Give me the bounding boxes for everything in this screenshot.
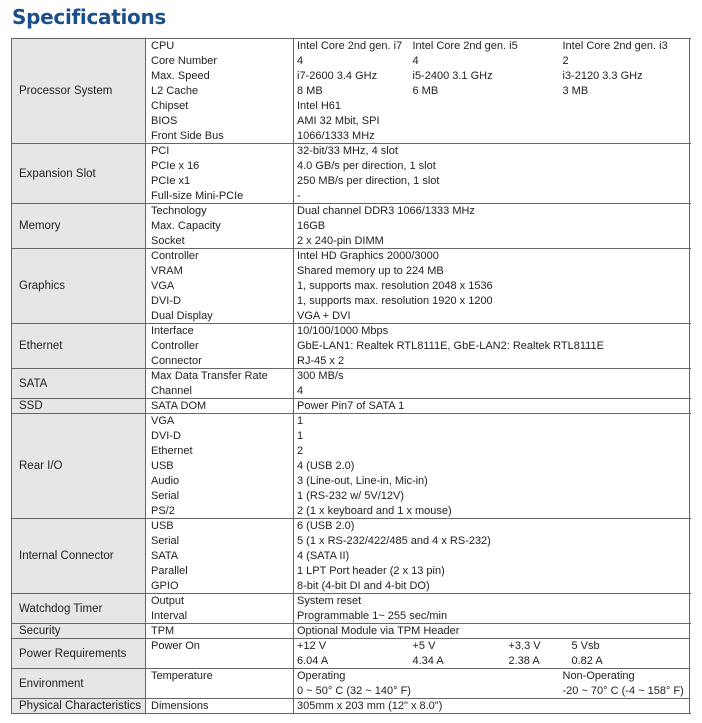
category-label: Memory: [12, 204, 146, 249]
operating-label: Operating: [294, 669, 560, 684]
spec-label: DVI-D: [146, 294, 294, 309]
power-rail-name: +12 V: [294, 639, 410, 654]
category-label: Physical Characteristics: [12, 699, 146, 714]
spec-label: Socket: [146, 234, 294, 249]
spec-value: 4: [294, 384, 690, 399]
spec-value: Power Pin7 of SATA 1: [294, 399, 690, 414]
spec-label: Power On: [146, 639, 294, 669]
spec-label: BIOS: [146, 114, 294, 129]
spec-row: [12, 144, 690, 159]
category-label: Processor System: [12, 39, 146, 144]
spec-value: 250 MB/s per direction, 1 slot: [294, 174, 690, 189]
power-rail-name: 5 Vsb: [560, 639, 690, 654]
spec-label: PCIe x1: [146, 174, 294, 189]
spec-value: Optional Module via TPM Header: [294, 624, 690, 639]
non-operating-label: Non-Operating: [560, 669, 690, 684]
spec-label: Max. Speed: [146, 69, 294, 84]
category-label: Expansion Slot: [12, 144, 146, 204]
spec-label: Interval: [146, 609, 294, 624]
spec-value: 300 MB/s: [294, 369, 690, 384]
spec-value: 6 MB: [412, 85, 439, 97]
page-title: Specifications: [12, 5, 167, 29]
spec-value: VGA + DVI: [294, 309, 690, 324]
spec-value: 1, supports max. resolution 2048 x 1536: [294, 279, 690, 294]
spec-value: 3 MB: [560, 84, 690, 99]
spec-row: [12, 699, 690, 714]
spec-label: Chipset: [146, 99, 294, 114]
spec-value: 2 x 240-pin DIMM: [294, 234, 690, 249]
spec-value: Intel Core 2nd gen. i3: [560, 39, 690, 54]
spec-label: SATA: [146, 549, 294, 564]
spec-label: L2 Cache: [146, 84, 294, 99]
spec-label: Connector: [146, 354, 294, 369]
non-operating-value: -20 ~ 70° C (-4 ~ 158° F): [560, 684, 690, 699]
spec-label: GPIO: [146, 579, 294, 594]
spec-value: 5 (1 x RS-232/422/485 and 4 x RS-232): [294, 534, 690, 549]
spec-label: VGA: [146, 414, 294, 429]
spec-label: DVI-D: [146, 429, 294, 444]
power-rail-name: +3.3 V: [506, 639, 560, 654]
spec-label: Dual Display: [146, 309, 294, 324]
spec-label: PCIe x 16: [146, 159, 294, 174]
spec-row: [12, 249, 690, 264]
power-rail-value: 2.38 A: [506, 654, 560, 669]
spec-row: [12, 594, 690, 609]
category-label: Graphics: [12, 249, 146, 324]
spec-label: Full-size Mini-PCIe: [146, 189, 294, 204]
category-label: Environment: [12, 669, 146, 699]
power-rail-value: 6.04 A: [294, 654, 410, 669]
spec-value: 6 (USB 2.0): [294, 519, 690, 534]
power-rail-value: 0.82 A: [560, 654, 690, 669]
spec-label: PS/2: [146, 504, 294, 519]
spec-value: 4 (USB 2.0): [294, 459, 690, 474]
spec-row: [12, 204, 690, 219]
spec-row: [12, 624, 690, 639]
spec-value: 1 (RS-232 w/ 5V/12V): [294, 489, 690, 504]
spec-value: 1: [294, 414, 690, 429]
spec-label: Controller: [146, 339, 294, 354]
spec-row: [12, 639, 690, 654]
spec-label: CPU: [146, 39, 294, 54]
spec-label: Max Data Transfer Rate: [146, 369, 294, 384]
spec-value: 4 (SATA II): [294, 549, 690, 564]
operating-value: 0 ~ 50° C (32 ~ 140° F): [294, 684, 560, 699]
spec-label: Technology: [146, 204, 294, 219]
spec-label: VRAM: [146, 264, 294, 279]
specifications-table: [11, 38, 690, 714]
spec-value: 305mm x 203 mm (12" x 8.0"): [294, 699, 690, 714]
spec-label: VGA: [146, 279, 294, 294]
category-label: Power Requirements: [12, 639, 146, 669]
spec-value: 3 (Line-out, Line-in, Mic-in): [294, 474, 690, 489]
category-label: Watchdog Timer: [12, 594, 146, 624]
spec-label: PCI: [146, 144, 294, 159]
category-label: Ethernet: [12, 324, 146, 369]
spec-value: 1, supports max. resolution 1920 x 1200: [294, 294, 690, 309]
spec-value: i7-2600 3.4 GHz: [294, 69, 410, 84]
spec-value: Intel Core 2nd gen. i7: [294, 39, 410, 54]
spec-value: 2 (1 x keyboard and 1 x mouse): [294, 504, 690, 519]
category-label: SATA: [12, 369, 146, 399]
spec-value: GbE-LAN1: Realtek RTL8111E, GbE-LAN2: Realtek RTL8111E: [294, 339, 690, 354]
spec-value: 32-bit/33 MHz, 4 slot: [294, 144, 690, 159]
spec-label: SATA DOM: [146, 399, 294, 414]
spec-value: AMI 32 Mbit, SPI: [294, 114, 690, 129]
spec-label: Controller: [146, 249, 294, 264]
spec-value: 2: [560, 54, 690, 69]
spec-label: Temperature: [146, 669, 294, 699]
spec-value: Intel Core 2nd gen. i5: [410, 39, 560, 54]
spec-row: [12, 324, 690, 339]
spec-row: [12, 519, 690, 534]
spec-label: USB: [146, 519, 294, 534]
spec-label: Dimensions: [146, 699, 294, 714]
spec-value: i5-2400 3.1 GHz: [412, 70, 493, 82]
spec-row: [12, 399, 690, 414]
spec-value: System reset: [294, 594, 690, 609]
spec-value: 1: [294, 429, 690, 444]
spec-value: 10/100/1000 Mbps: [294, 324, 690, 339]
spec-row: [12, 369, 690, 384]
spec-row: [12, 414, 690, 429]
power-rail-name: +5 V: [410, 639, 506, 654]
spec-value: 2: [294, 444, 690, 459]
spec-value: 8-bit (4-bit DI and 4-bit DO): [294, 579, 690, 594]
spec-value: RJ-45 x 2: [294, 354, 690, 369]
spec-label: Parallel: [146, 564, 294, 579]
spec-label: Interface: [146, 324, 294, 339]
spec-label: Serial: [146, 534, 294, 549]
spec-value: 8 MB: [294, 84, 410, 99]
spec-value: 16GB: [294, 219, 690, 234]
spec-value: 1066/1333 MHz: [294, 129, 690, 144]
spec-value: Intel H61: [294, 99, 690, 114]
spec-row: [12, 39, 690, 54]
spec-value: Programmable 1~ 255 sec/min: [294, 609, 690, 624]
spec-row: [12, 669, 690, 684]
spec-value: 4: [412, 55, 419, 67]
spec-value: 1 LPT Port header (2 x 13 pin): [294, 564, 690, 579]
power-rail-value: 4.34 A: [410, 654, 506, 669]
spec-value: 4: [294, 54, 410, 69]
spec-label: Serial: [146, 489, 294, 504]
category-label: SSD: [12, 399, 146, 414]
spec-label: Audio: [146, 474, 294, 489]
spec-label: Front Side Bus: [146, 129, 294, 144]
spec-value: Dual channel DDR3 1066/1333 MHz: [294, 204, 690, 219]
spec-label: Ethernet: [146, 444, 294, 459]
spec-value: i3-2120 3.3 GHz: [560, 69, 690, 84]
spec-label: Channel: [146, 384, 294, 399]
category-label: Internal Connector: [12, 519, 146, 594]
spec-value: 4.0 GB/s per direction, 1 slot: [294, 159, 690, 174]
spec-label: USB: [146, 459, 294, 474]
spec-label: Core Number: [146, 54, 294, 69]
spec-label: Output: [146, 594, 294, 609]
category-label: Rear I/O: [12, 414, 146, 519]
spec-label: Max. Capacity: [146, 219, 294, 234]
category-label: Security: [12, 624, 146, 639]
spec-value: Intel HD Graphics 2000/3000: [294, 249, 690, 264]
spec-value: Shared memory up to 224 MB: [294, 264, 690, 279]
spec-value: -: [294, 189, 690, 204]
spec-label: TPM: [146, 624, 294, 639]
